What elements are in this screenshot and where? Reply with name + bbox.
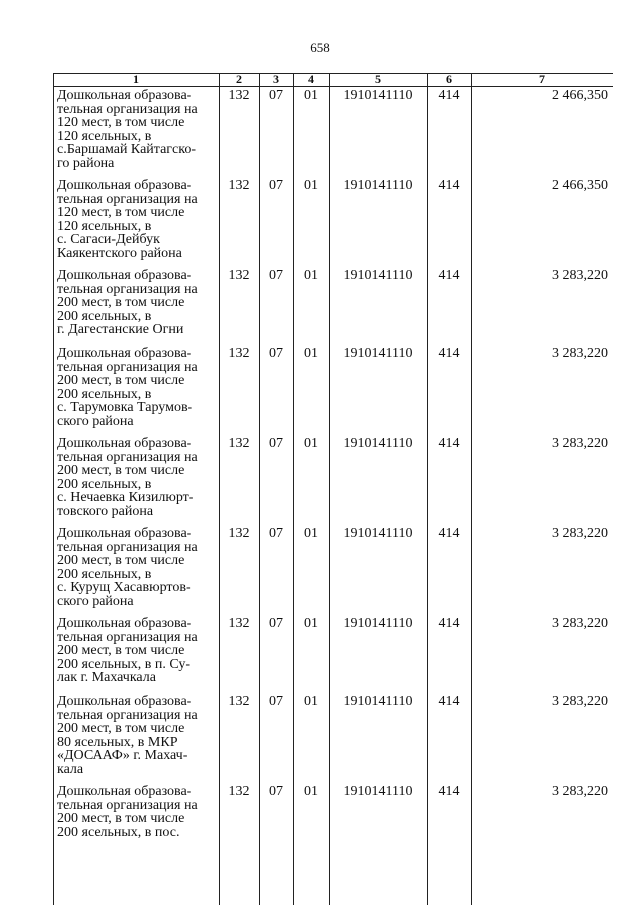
organization-name-line: тельная организация на [57,449,198,465]
amount-cell: 3 283,220 [552,346,608,361]
code-cell-5: 1910141110 [343,784,413,799]
organization-name-line: товского района [57,503,154,519]
column-header-6: 6 [446,72,452,86]
code-cell-6: 414 [438,694,460,709]
code-cell-3: 07 [269,784,283,799]
code-cell-4: 01 [304,346,318,361]
organization-name-line: 200 ясельных, в [57,566,152,582]
organization-name-line: г. Дагестанские Огни [57,322,184,337]
organization-name-line: 200 мест, в том числе [57,553,185,568]
organization-name-line: Дошкольная образова- [57,178,192,193]
organization-name-cell [57,527,219,608]
organization-name-line: «ДОСААФ» г. Махач- [57,748,188,763]
code-cell-3: 07 [269,436,283,451]
column-border-5-6 [427,73,428,905]
organization-name-line: тельная организация на [57,707,198,723]
code-cell-5: 1910141110 [343,346,413,361]
amount-cell: 3 283,220 [552,526,608,541]
budget-table [53,73,613,905]
amount-cell: 3 283,220 [552,268,608,283]
organization-name-line: с. Курущ Хасавюртов- [57,580,191,595]
organization-name-line: тельная организация на [57,191,198,207]
organization-name-line: 200 мест, в том числе [57,373,185,388]
organization-name-line: Каякентского района [57,245,182,261]
organization-name-line: 120 мест, в том числе [57,205,185,220]
code-cell-2: 132 [228,616,250,631]
code-cell-6: 414 [438,88,460,103]
page-number: 658 [310,40,330,55]
organization-name-line: го района [57,155,115,171]
code-cell-3: 07 [269,526,283,541]
organization-name-cell [57,437,219,518]
organization-name-cell [57,89,219,170]
organization-name-line: тельная организация на [57,359,198,375]
organization-name-line: 120 ясельных, в [57,218,152,234]
table-header-border [53,86,613,87]
code-cell-5: 1910141110 [343,436,413,451]
organization-name-cell [57,785,219,839]
column-border-4-5 [329,73,330,905]
code-cell-2: 132 [228,178,250,193]
code-cell-2: 132 [228,88,250,103]
amount-cell: 3 283,220 [552,784,608,799]
code-cell-5: 1910141110 [343,616,413,631]
organization-name-line: лак г. Махачкала [57,670,156,685]
organization-name-line: 80 ясельных, в МКР [57,734,178,750]
organization-name-line: Дошкольная образова- [57,88,192,103]
code-cell-6: 414 [438,436,460,451]
code-cell-2: 132 [228,346,250,361]
organization-name-line: 200 ясельных, в [57,386,152,402]
column-border-3-4 [293,73,294,905]
amount-cell: 2 466,350 [552,88,608,103]
amount-cell: 3 283,220 [552,436,608,451]
code-cell-4: 01 [304,178,318,193]
column-header-5: 5 [375,72,381,86]
organization-name-line: тельная организация на [57,281,198,297]
code-cell-2: 132 [228,694,250,709]
organization-name-line: Дошкольная образова- [57,346,192,361]
code-cell-6: 414 [438,268,460,283]
organization-name-line: тельная организация на [57,101,198,117]
organization-name-cell [57,617,219,685]
organization-name-cell [57,179,219,260]
organization-name-line: тельная организация на [57,629,198,645]
organization-name-line: 200 мест, в том числе [57,463,185,478]
column-header-3: 3 [273,72,279,86]
organization-name-line: 200 ясельных, в [57,308,152,324]
code-cell-4: 01 [304,784,318,799]
amount-cell: 2 466,350 [552,178,608,193]
code-cell-3: 07 [269,694,283,709]
code-cell-3: 07 [269,268,283,283]
organization-name-line: 200 мест, в том числе [57,295,185,310]
organization-name-cell [57,269,219,337]
organization-name-line: Дошкольная образова- [57,694,192,709]
code-cell-5: 1910141110 [343,694,413,709]
organization-name-line: с. Тарумовка Тарумов- [57,400,193,415]
column-border-2-3 [259,73,260,905]
organization-name-line: Дошкольная образова- [57,268,192,283]
code-cell-5: 1910141110 [343,178,413,193]
organization-name-line: с.Баршамай Кайтагско- [57,142,197,157]
organization-name-line: Дошкольная образова- [57,526,192,541]
column-header-4: 4 [308,72,314,86]
code-cell-2: 132 [228,526,250,541]
code-cell-3: 07 [269,178,283,193]
code-cell-2: 132 [228,784,250,799]
organization-name-line: кала [57,761,84,777]
code-cell-3: 07 [269,88,283,103]
code-cell-4: 01 [304,268,318,283]
organization-name-line: 120 ясельных, в [57,128,152,144]
organization-name-line: тельная организация на [57,797,198,813]
organization-name-cell [57,695,219,776]
organization-name-line: с. Нечаевка Кизилюрт- [57,490,194,505]
organization-name-line: 200 ясельных, в п. Су- [57,656,191,672]
organization-name-line: с. Сагаси-Дейбук [57,232,160,247]
code-cell-4: 01 [304,88,318,103]
column-border-6-7 [471,73,472,905]
organization-name-line: 200 мест, в том числе [57,721,185,736]
code-cell-4: 01 [304,616,318,631]
organization-name-line: 200 мест, в том числе [57,643,185,658]
code-cell-6: 414 [438,346,460,361]
organization-name-line: Дошкольная образова- [57,616,192,631]
code-cell-3: 07 [269,346,283,361]
code-cell-6: 414 [438,616,460,631]
column-header-7: 7 [539,72,545,86]
organization-name-line: 200 ясельных, в [57,476,152,492]
code-cell-2: 132 [228,268,250,283]
code-cell-4: 01 [304,526,318,541]
organization-name-line: ского района [57,593,134,609]
organization-name-line: 120 мест, в том числе [57,115,185,130]
amount-cell: 3 283,220 [552,694,608,709]
code-cell-5: 1910141110 [343,268,413,283]
code-cell-4: 01 [304,436,318,451]
column-border-1-2 [219,73,220,905]
code-cell-5: 1910141110 [343,88,413,103]
amount-cell: 3 283,220 [552,616,608,631]
code-cell-4: 01 [304,694,318,709]
column-header-1: 1 [133,72,139,86]
organization-name-line: тельная организация на [57,539,198,555]
code-cell-2: 132 [228,436,250,451]
organization-name-cell [57,347,219,428]
code-cell-6: 414 [438,526,460,541]
organization-name-line: Дошкольная образова- [57,784,192,799]
organization-name-line: 200 ясельных, в пос. [57,824,180,840]
organization-name-line: ского района [57,413,134,429]
code-cell-6: 414 [438,784,460,799]
column-header-2: 2 [236,72,242,86]
column-border-left [53,73,54,905]
code-cell-5: 1910141110 [343,526,413,541]
code-cell-6: 414 [438,178,460,193]
organization-name-line: 200 мест, в том числе [57,811,185,826]
organization-name-line: Дошкольная образова- [57,436,192,451]
code-cell-3: 07 [269,616,283,631]
